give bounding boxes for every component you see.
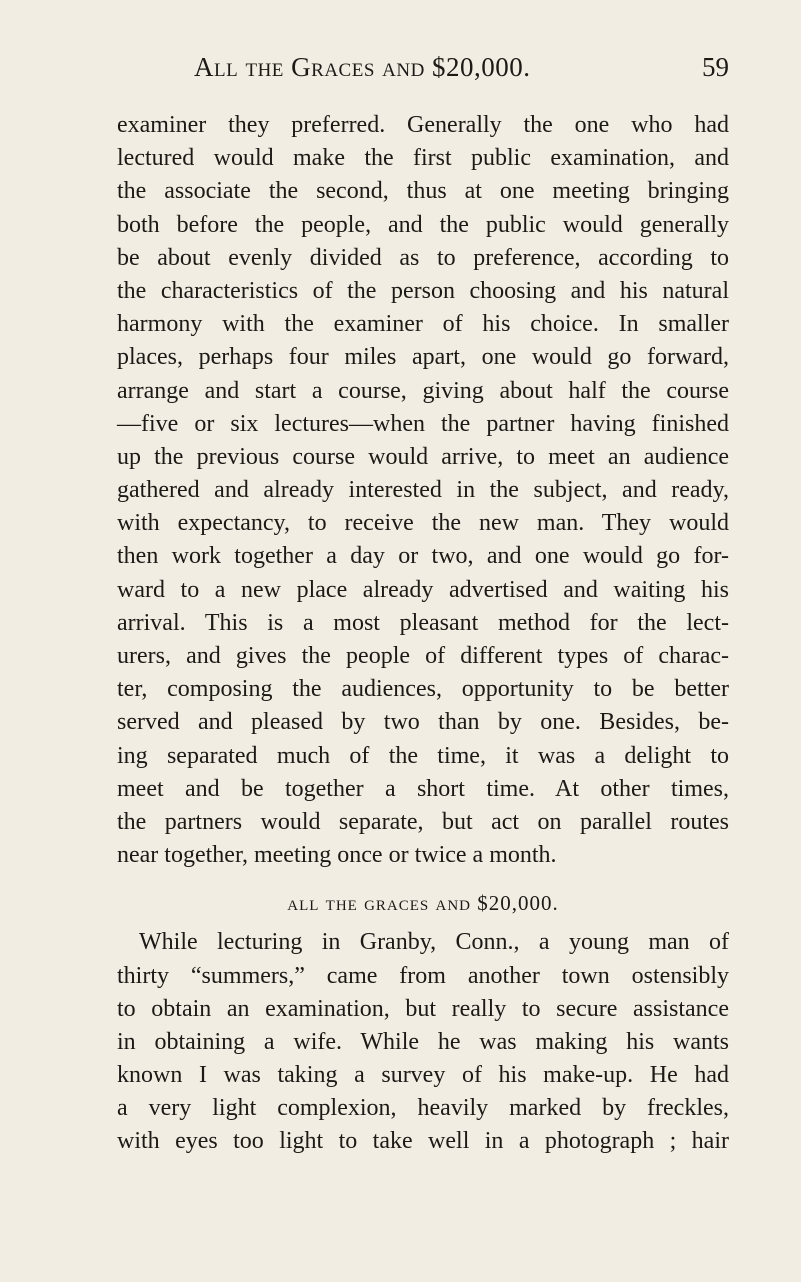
text-line: known I was taking a survey of his make-up. He had: [117, 1062, 729, 1089]
text-line: served and pleased by two than by one. Besides, be-: [117, 709, 729, 736]
paragraph-2: [117, 926, 729, 1158]
text-line: the associate the second, thus at one meeting bringing: [117, 178, 729, 205]
text-line: to obtain an examination, but really to secure assistance: [117, 995, 729, 1022]
text-line: the partners would separate, but act on parallel routes: [117, 808, 729, 835]
text-line: lectured would make the first public examination, and: [117, 145, 729, 172]
text-line: examiner they preferred. Generally the one who had: [117, 112, 729, 138]
text-line: meet and be together a short time. At other times,: [117, 775, 729, 802]
running-title: All the Graces and $20,000.: [194, 52, 531, 82]
text-line: gathered and already interested in the subject, and ready,: [117, 477, 729, 504]
text-line: arrival. This is a most pleasant method for the lect-: [117, 609, 729, 636]
text-line: ward to a new place already advertised and waiting his: [117, 576, 729, 603]
text-line: places, perhaps four miles apart, one would go forward,: [117, 344, 729, 371]
text-line: a very light complexion, heavily marked by freckles,: [117, 1095, 729, 1122]
text-line: the characteristics of the person choosing and his natural: [117, 277, 729, 304]
running-head: [117, 52, 729, 92]
section-heading: all the graces and $20,000.: [287, 891, 559, 916]
text-line: harmony with the examiner of his choice. In smaller: [117, 311, 729, 338]
text-line: in obtaining a wife. While he was making his wants: [117, 1028, 729, 1055]
text-line: with eyes too light to take well in a photograph ; hair: [117, 1128, 729, 1155]
page-number: 59: [702, 52, 729, 82]
text-line: urers, and gives the people of different types of charac-: [117, 643, 729, 669]
text-line: —five or six lectures—when the partner having finished: [117, 410, 729, 437]
text-line: be about evenly divided as to preference, according to: [117, 244, 729, 271]
text-line: up the previous course would arrive, to meet an audience: [117, 443, 729, 470]
text-line: with expectancy, to receive the new man. They would: [117, 510, 729, 537]
text-line: both before the people, and the public would generally: [117, 211, 729, 238]
text-line: While lecturing in Granby, Conn., a young man of: [139, 929, 729, 956]
body-text: [117, 109, 729, 1159]
text-line: ing separated much of the time, it was a delight to: [117, 742, 729, 769]
text-line: arrange and start a course, giving about half the course: [117, 377, 729, 404]
paragraph-1: [117, 109, 729, 872]
text-line: thirty “summers,” came from another town ostensibly: [117, 962, 729, 989]
text-line: near together, meeting once or twice a month.: [117, 842, 557, 869]
text-line: then work together a day or two, and one would go for-: [117, 543, 729, 570]
text-line: ter, composing the audiences, opportunity to be better: [117, 676, 729, 703]
